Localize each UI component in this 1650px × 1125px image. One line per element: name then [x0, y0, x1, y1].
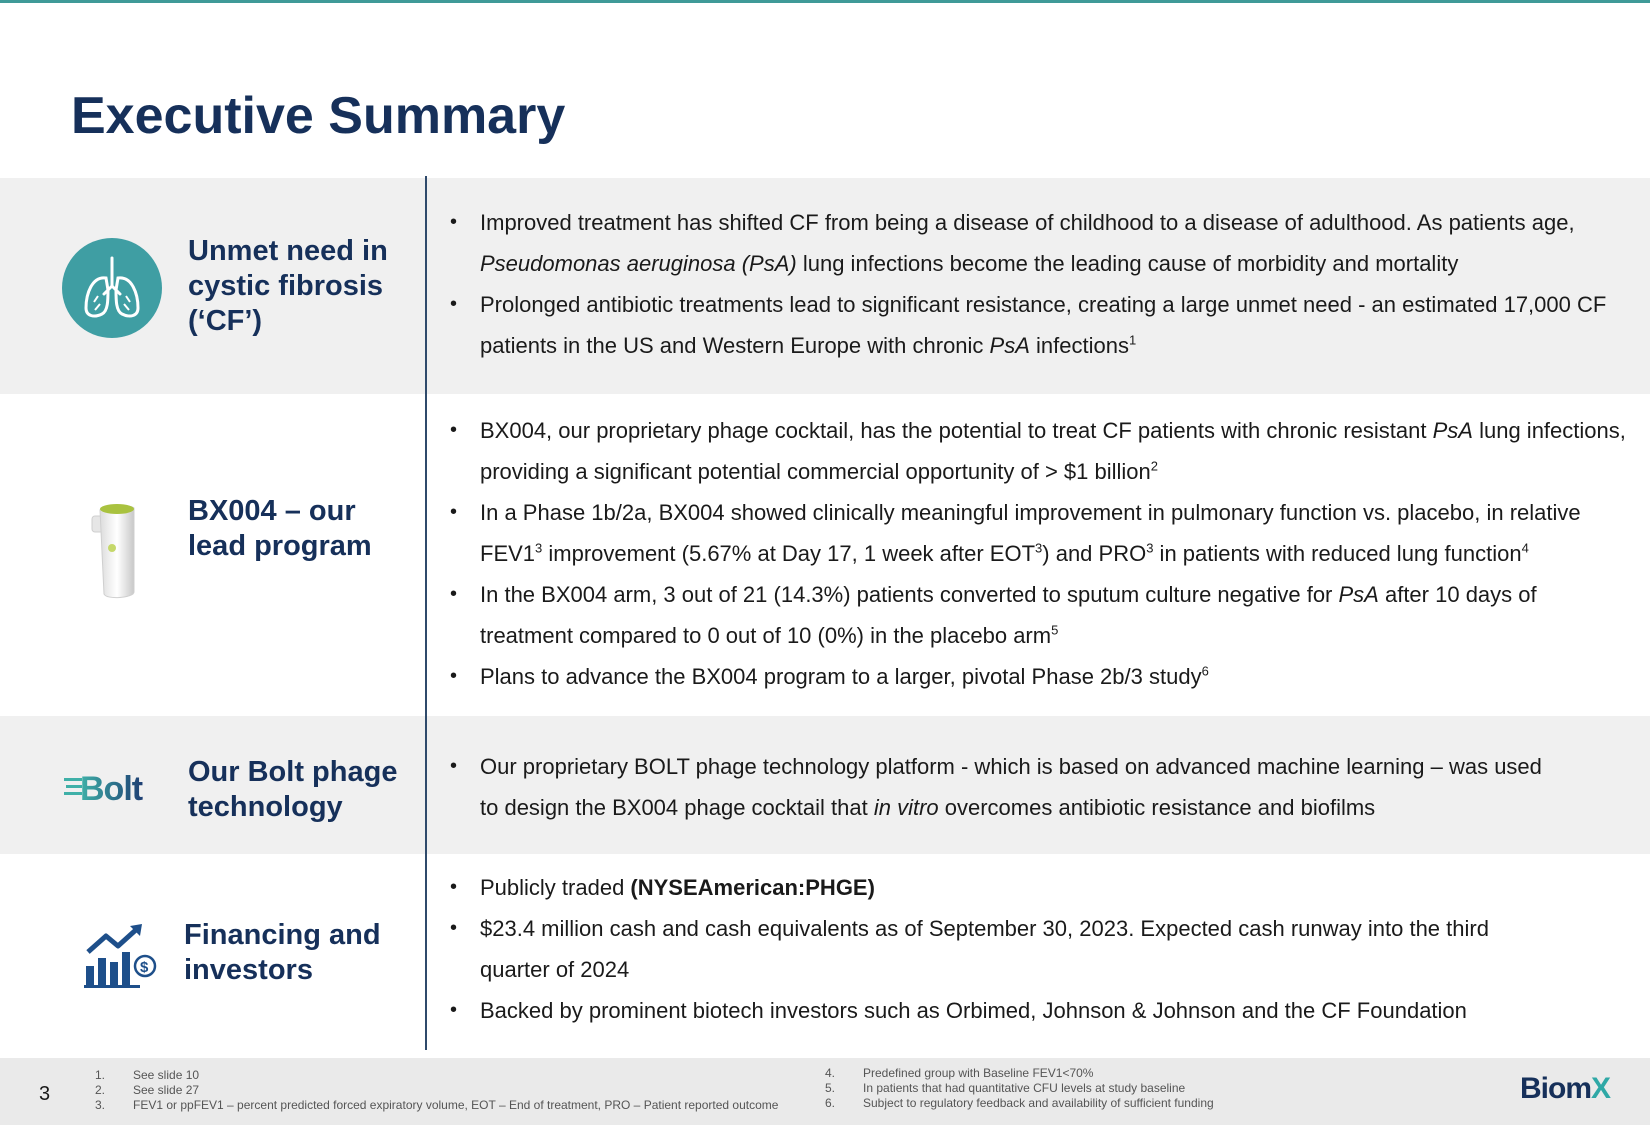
bullet-item: • Our proprietary BOLT phage technology platform - which is based on advanced machine learning – was used to design the BX004 phage cocktail that in vitro overcomes antibiotic resistance and biofilms: [450, 746, 1550, 828]
footnote: 2. See slide 27: [95, 1083, 200, 1097]
row-label-financing: [184, 918, 381, 988]
label-line: Financing and: [184, 919, 381, 951]
page-title: Executive Summary: [71, 87, 566, 145]
bullet-item: • In the BX004 arm, 3 out of 21 (14.3%) patients converted to sputum culture negative for PsA after 10 days of treatment compared to 0 out of 10 (0%) in the placebo arm$^5$: [450, 574, 1635, 656]
biomx-logo: BiomX: [1520, 1072, 1611, 1105]
footnotes-right: [825, 1066, 1214, 1111]
label-line: Our Bolt phage: [188, 756, 398, 788]
footnote: 5. In patients that had quantitative CFU levels at study baseline: [825, 1081, 1186, 1095]
growth-chart-dollar-icon: [84, 922, 160, 993]
label-line: technology: [188, 791, 343, 823]
bullets-bolt: [450, 746, 1550, 828]
row-label-bolt: [188, 755, 397, 825]
svg-text:$: $: [140, 959, 149, 976]
footnote: 1. See slide 10: [95, 1068, 200, 1082]
top-accent-line: [0, 0, 1650, 3]
label-line: (‘CF’): [188, 305, 263, 337]
page-number: 3: [39, 1083, 51, 1105]
label-line: BX004 – our: [188, 495, 356, 527]
bullets-unmet-need: [450, 202, 1610, 366]
bullet-item: • In a Phase 1b/2a, BX004 showed clinically meaningful improvement in pulmonary function vs. placebo, in relative $FEV1^3$ improvement (5.67% at Day 17, 1 week after EOT$^3$) and PRO$^3$ in patients with reduced lung function$^4$: [450, 492, 1635, 574]
bullet-item: • $23.4 million cash and cash equivalents as of September 30, 2023. Expected cash runway into the third quarter of 2024: [450, 908, 1560, 990]
footnotes-left: [95, 1068, 778, 1113]
inhaler-device-icon: [86, 502, 142, 607]
label-line: cystic fibrosis: [188, 270, 384, 302]
label-line: lead program: [188, 530, 372, 562]
label-line: investors: [184, 954, 313, 986]
bolt-logo-icon: [64, 768, 166, 811]
bullet-item: • Prolonged antibiotic treatments lead to significant resistance, creating a large unmet need - an estimated 17,000 CF patients in the US and Western Europe with chronic PsA infections$^1$: [450, 284, 1610, 366]
bullet-item: • Improved treatment has shifted CF from being a disease of childhood to a disease of adulthood. As patients age, Pseudomonas aeruginosa (PsA) lung infections become the leading cause of morbidity and mortality: [450, 202, 1610, 284]
column-divider: [425, 176, 427, 1050]
bullets-bx004: [450, 410, 1635, 697]
lungs-icon: [62, 238, 162, 343]
row-label-bx004: [188, 494, 372, 564]
row-label-unmet-need: [188, 234, 388, 339]
footnote: 3. FEV1 or ppFEV1 – percent predicted forced expiratory volume, EOT – End of treatment, PRO – Patient reported outcome: [95, 1098, 779, 1112]
footnote: 4. Predefined group with Baseline FEV1<70%: [825, 1066, 1094, 1080]
bullets-financing: [450, 867, 1560, 1031]
bullet-item: • Publicly traded (NYSEAmerican:PHGE): [450, 867, 1560, 908]
bullet-item: • Backed by prominent biotech investors such as Orbimed, Johnson & Johnson and the CF Foundation: [450, 990, 1560, 1031]
footnote: 6. Subject to regulatory feedback and availability of sufficient funding: [825, 1096, 1214, 1110]
bullet-item: • BX004, our proprietary phage cocktail, has the potential to treat CF patients with chronic resistant PsA lung infections, providing a significant potential commercial opportunity of > $1 billion$^2$: [450, 410, 1635, 492]
svg-text:Bolt: Bolt: [80, 770, 143, 806]
label-line: Unmet need in: [188, 235, 388, 267]
bullet-item: • Plans to advance the BX004 program to a larger, pivotal Phase 2b/3 study$^6$: [450, 656, 1635, 697]
